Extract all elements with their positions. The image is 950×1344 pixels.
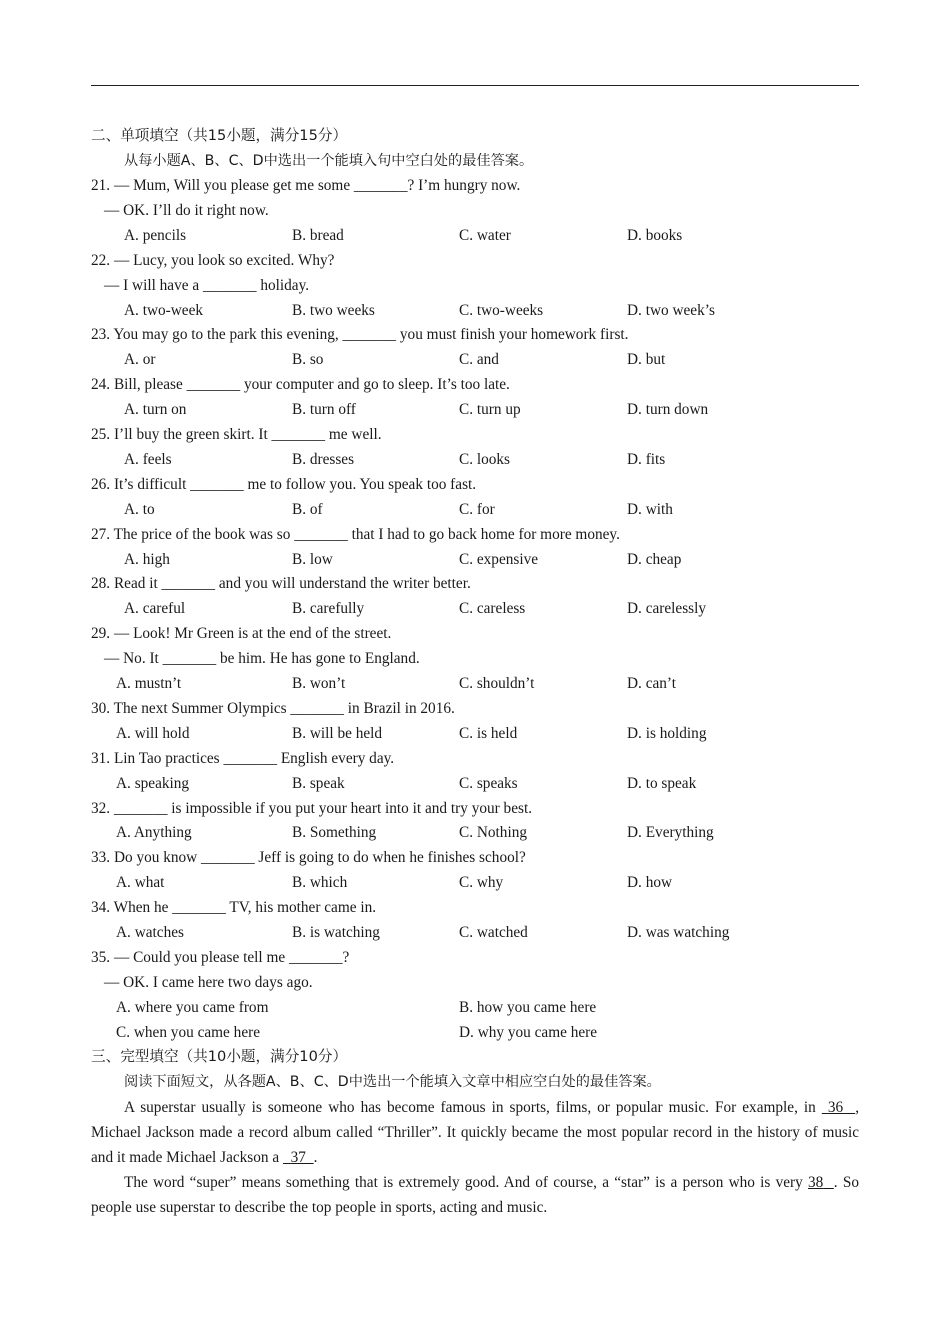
question-stem: 31. Lin Tao practices _______ English every day.: [91, 749, 395, 767]
answer-option[interactable]: A. mustn’t: [116, 675, 182, 692]
question-stem: 22. — Lucy, you look so excited. Why?: [91, 251, 335, 269]
answer-option[interactable]: A. turn on: [124, 401, 187, 419]
answer-option[interactable]: A. two-week: [124, 301, 204, 319]
question-dialogue-line: — No. It _______ be him. He has gone to England.: [104, 650, 420, 668]
answer-option[interactable]: A. will hold: [116, 724, 190, 742]
answer-option[interactable]: A. watches: [116, 924, 184, 941]
answer-option[interactable]: C. shouldn’t: [459, 675, 535, 692]
passage-paragraph-1: [91, 1095, 859, 1170]
answer-option[interactable]: D. cheap: [627, 550, 682, 568]
cloze-blank-36[interactable]: 36: [827, 1099, 844, 1116]
question-stem: 35. — Could you please tell me _______?: [91, 948, 350, 966]
question-stem: 26. It’s difficult _______ me to follow you. You speak too fast.: [91, 475, 477, 493]
answer-option[interactable]: A. Anything: [116, 824, 192, 842]
section3-heading: 三、完型填空（共10小题，满分10分）: [91, 1048, 348, 1065]
answer-option[interactable]: B. speak: [292, 774, 345, 792]
answer-option[interactable]: A. to: [124, 500, 155, 518]
passage-text: .: [313, 1149, 318, 1166]
question-dialogue-line: — I will have a _______ holiday.: [104, 276, 310, 294]
answer-option[interactable]: B. bread: [292, 226, 344, 244]
answer-option[interactable]: C. water: [459, 226, 511, 244]
answer-option[interactable]: D. turn down: [627, 401, 709, 419]
answer-option[interactable]: B. two weeks: [292, 301, 375, 319]
answer-option[interactable]: B. dresses: [292, 450, 355, 468]
header-rule: [91, 85, 859, 86]
answer-option[interactable]: A. pencils: [124, 226, 187, 244]
answer-option[interactable]: A. careful: [124, 600, 186, 618]
answer-option[interactable]: C. Nothing: [459, 824, 527, 842]
question-dialogue-line: — OK. I’ll do it right now.: [104, 201, 269, 219]
answer-option[interactable]: B. how you came here: [459, 998, 597, 1016]
answer-option[interactable]: B. so: [292, 351, 324, 369]
question-stem: 30. The next Summer Olympics _______ in Brazil in 2016.: [91, 699, 455, 717]
answer-option[interactable]: B. low: [292, 550, 333, 568]
answer-option[interactable]: D. but: [627, 351, 666, 369]
answer-option[interactable]: C. is held: [459, 724, 518, 742]
answer-option[interactable]: A. where you came from: [116, 998, 269, 1016]
section2-heading: 二、单项填空（共15小题，满分15分）: [91, 127, 348, 144]
answer-option[interactable]: D. fits: [627, 450, 666, 468]
answer-option[interactable]: D. was watching: [627, 924, 730, 941]
question-stem: 34. When he _______ TV, his mother came in.: [91, 899, 377, 917]
answer-option[interactable]: B. will be held: [292, 724, 383, 742]
answer-option[interactable]: A. speaking: [116, 774, 190, 792]
question-stem: 33. Do you know _______ Jeff is going to do when he finishes school?: [91, 849, 526, 867]
passage-text: A superstar usually is someone who has become famous in sports, films, or popular music. For example, in: [124, 1099, 816, 1116]
answer-option[interactable]: A. high: [124, 550, 170, 568]
answer-option[interactable]: D. to speak: [627, 774, 697, 792]
answer-option[interactable]: B. is watching: [292, 924, 380, 941]
answer-option[interactable]: C. looks: [459, 450, 510, 468]
answer-option[interactable]: B. carefully: [292, 600, 365, 618]
answer-option[interactable]: D. two week’s: [627, 301, 715, 319]
answer-option[interactable]: D. why you came here: [459, 1023, 598, 1041]
question-stem: 27. The price of the book was so _______ that I had to go back home for more money.: [91, 525, 620, 543]
answer-option[interactable]: B. which: [292, 874, 348, 892]
answer-option[interactable]: D. books: [627, 226, 683, 244]
question-stem: 28. Read it _______ and you will understand the writer better.: [91, 575, 471, 593]
answer-option[interactable]: B. Something: [292, 824, 377, 842]
answer-option[interactable]: C. speaks: [459, 774, 518, 792]
answer-option[interactable]: C. watched: [459, 924, 528, 941]
answer-option[interactable]: C. careless: [459, 600, 526, 618]
cloze-blank-38[interactable]: 38: [808, 1174, 824, 1191]
question-stem: 25. I’ll buy the green skirt. It _______ me well.: [91, 426, 382, 443]
question-stem: 32. _______ is impossible if you put your heart into it and try your best.: [91, 799, 533, 817]
answer-option[interactable]: B. won’t: [292, 675, 346, 692]
answer-option[interactable]: A. feels: [124, 450, 172, 468]
answer-option[interactable]: D. Everything: [627, 824, 714, 842]
answer-option[interactable]: A. or: [124, 351, 156, 369]
passage-text: . So people use superstar to describe the top people in sports, acting and music.: [91, 1174, 859, 1216]
question-stem: 29. — Look! Mr Green is at the end of the street.: [91, 625, 392, 643]
question-dialogue-line: — OK. I came here two days ago.: [104, 973, 313, 991]
answer-option[interactable]: D. is holding: [627, 724, 707, 742]
answer-option[interactable]: C. for: [459, 500, 495, 518]
answer-option[interactable]: D. how: [627, 874, 673, 892]
question-stem: 23. You may go to the park this evening, _______ you must finish your homework first.: [91, 326, 629, 344]
passage-paragraph-2: [91, 1170, 859, 1220]
answer-option[interactable]: D. carelessly: [627, 600, 707, 618]
cloze-blank-37[interactable]: 37: [290, 1149, 306, 1166]
answer-option[interactable]: C. turn up: [459, 401, 521, 419]
passage-text: , Michael Jackson made a record album called “Thriller”. It quickly became the most popular record in the history of music and it made Michael Jackson a: [91, 1099, 860, 1166]
question-stem: 21. — Mum, Will you please get me some _______? I’m hungry now.: [91, 177, 521, 194]
answer-option[interactable]: B. of: [292, 500, 323, 518]
passage-text: The word “super” means something that is extremely good. And of course, a “star” is a person who is very: [124, 1174, 803, 1191]
question-stem: 24. Bill, please _______ your computer and go to sleep. It’s too late.: [91, 376, 510, 394]
section3-instruction: 阅读下面短文，从各题A、B、C、D中选出一个能填入文章中相应空白处的最佳答案。: [124, 1074, 661, 1090]
answer-option[interactable]: C. when you came here: [116, 1023, 260, 1041]
section2-instruction: 从每小题A、B、C、D中选出一个能填入句中空白处的最佳答案。: [124, 153, 534, 169]
answer-option[interactable]: A. what: [116, 874, 165, 892]
answer-option[interactable]: D. can’t: [627, 675, 676, 692]
answer-option[interactable]: C. and: [459, 351, 499, 369]
answer-option[interactable]: D. with: [627, 500, 673, 518]
answer-option[interactable]: C. expensive: [459, 550, 539, 568]
answer-option[interactable]: C. two-weeks: [459, 301, 544, 319]
answer-option[interactable]: B. turn off: [292, 401, 356, 419]
answer-option[interactable]: C. why: [459, 874, 504, 892]
